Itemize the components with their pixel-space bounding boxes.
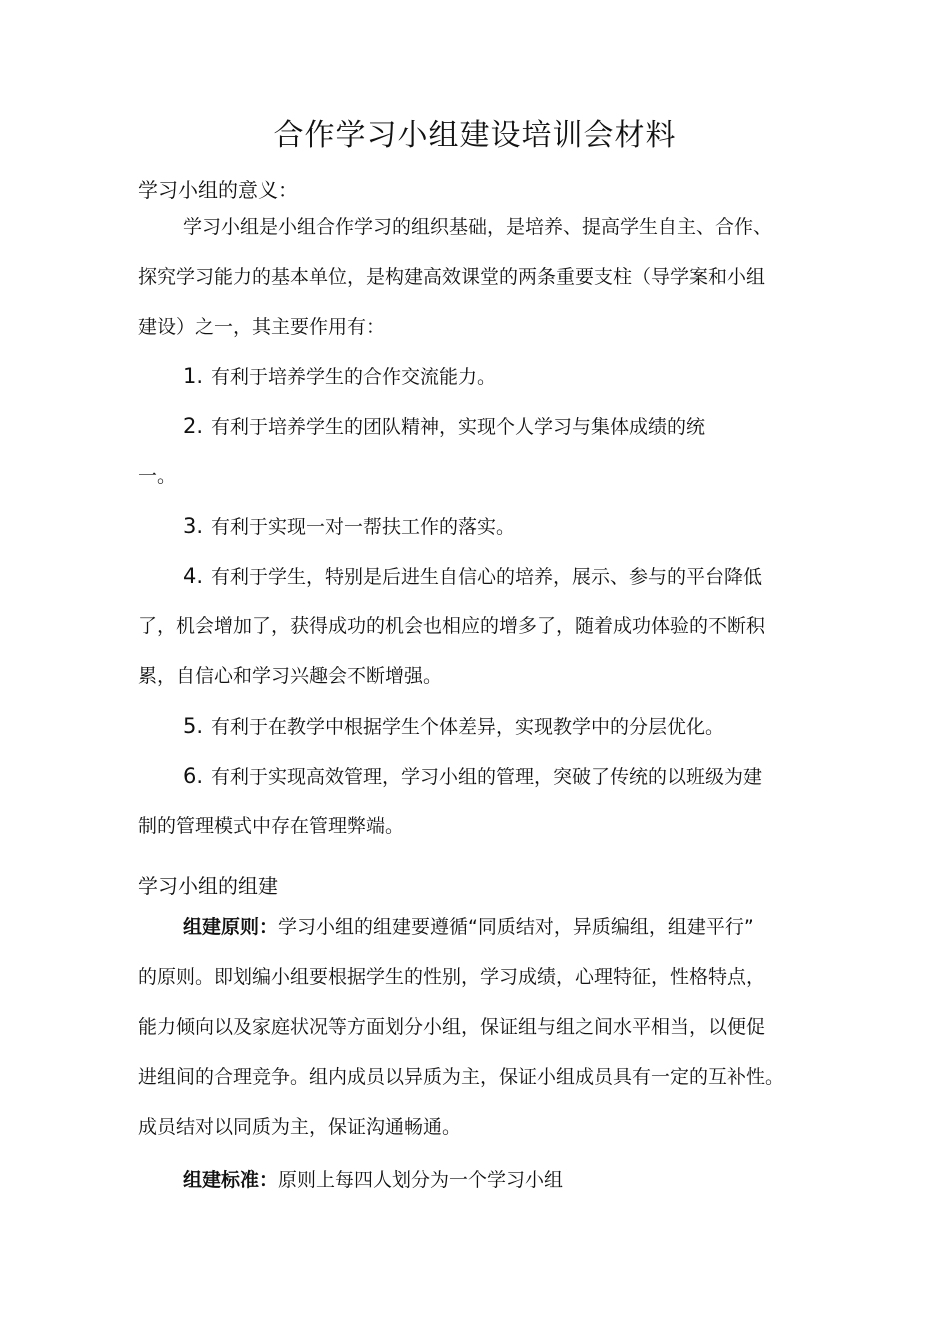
list-item-number: 3. bbox=[183, 514, 204, 538]
list-item-5 bbox=[183, 714, 724, 739]
section-heading-formation: 学习小组的组建 bbox=[138, 874, 278, 898]
list-item-text: 有利于学生，特别是后进生自信心的培养，展示、参与的平台降低 bbox=[211, 566, 763, 588]
principle-line-5: 成员结对以同质为主，保证沟通畅通。 bbox=[138, 1116, 462, 1138]
standard-text: 原则上每四人划分为一个学习小组 bbox=[278, 1169, 564, 1191]
principle-line-1 bbox=[183, 915, 754, 939]
section-heading-meaning: 学习小组的意义： bbox=[138, 178, 298, 202]
list-item-text: 有利于培养学生的合作交流能力。 bbox=[211, 366, 497, 388]
intro-line-1: 学习小组是小组合作学习的组织基础，是培养、提高学生自主、合作、 bbox=[183, 216, 773, 238]
list-item-4-continued-2: 累，自信心和学习兴趣会不断增强。 bbox=[138, 665, 443, 687]
list-item-6-continued: 制的管理模式中存在管理弊端。 bbox=[138, 815, 405, 837]
list-item-3 bbox=[183, 514, 515, 539]
document-title: 合作学习小组建设培训会材料 bbox=[273, 118, 677, 153]
list-item-text: 有利于实现一对一帮扶工作的落实。 bbox=[211, 516, 516, 538]
list-item-number: 4. bbox=[183, 564, 204, 588]
list-item-number: 5. bbox=[183, 714, 204, 738]
list-item-1 bbox=[183, 364, 496, 389]
principle-line-3: 能力倾向以及家庭状况等方面划分小组，保证组与组之间水平相当，以便促 bbox=[138, 1016, 766, 1038]
standard-label: 组建标准： bbox=[183, 1169, 279, 1191]
list-item-2 bbox=[183, 414, 705, 439]
list-item-text: 有利于培养学生的团队精神，实现个人学习与集体成绩的统 bbox=[211, 416, 706, 438]
list-item-number: 1. bbox=[183, 364, 204, 388]
principle-text: 学习小组的组建要遵循“同质结对，异质编组，组建平行” bbox=[278, 916, 754, 938]
list-item-number: 6. bbox=[183, 764, 204, 788]
list-item-number: 2. bbox=[183, 414, 204, 438]
intro-line-3: 建设）之一，其主要作用有： bbox=[138, 316, 386, 338]
principle-line-2: 的原则。即划编小组要根据学生的性别，学习成绩，心理特征，性格特点， bbox=[138, 966, 766, 988]
principle-line-4: 进组间的合理竞争。组内成员以异质为主，保证小组成员具有一定的互补性。 bbox=[138, 1066, 785, 1088]
list-item-4-continued-1: 了，机会增加了，获得成功的机会也相应的增多了，随着成功体验的不断积 bbox=[138, 615, 766, 637]
list-item-text: 有利于在教学中根据学生个体差异，实现教学中的分层优化。 bbox=[211, 716, 725, 738]
list-item-2-continued: 一。 bbox=[138, 465, 177, 487]
list-item-4 bbox=[183, 564, 762, 589]
intro-line-2: 探究学习能力的基本单位，是构建高效课堂的两条重要支柱（导学案和小组 bbox=[138, 266, 766, 288]
standard-line bbox=[183, 1168, 563, 1192]
list-item-6 bbox=[183, 764, 762, 789]
list-item-text: 有利于实现高效管理，学习小组的管理，突破了传统的以班级为建 bbox=[211, 766, 763, 788]
principle-label: 组建原则： bbox=[183, 916, 279, 938]
